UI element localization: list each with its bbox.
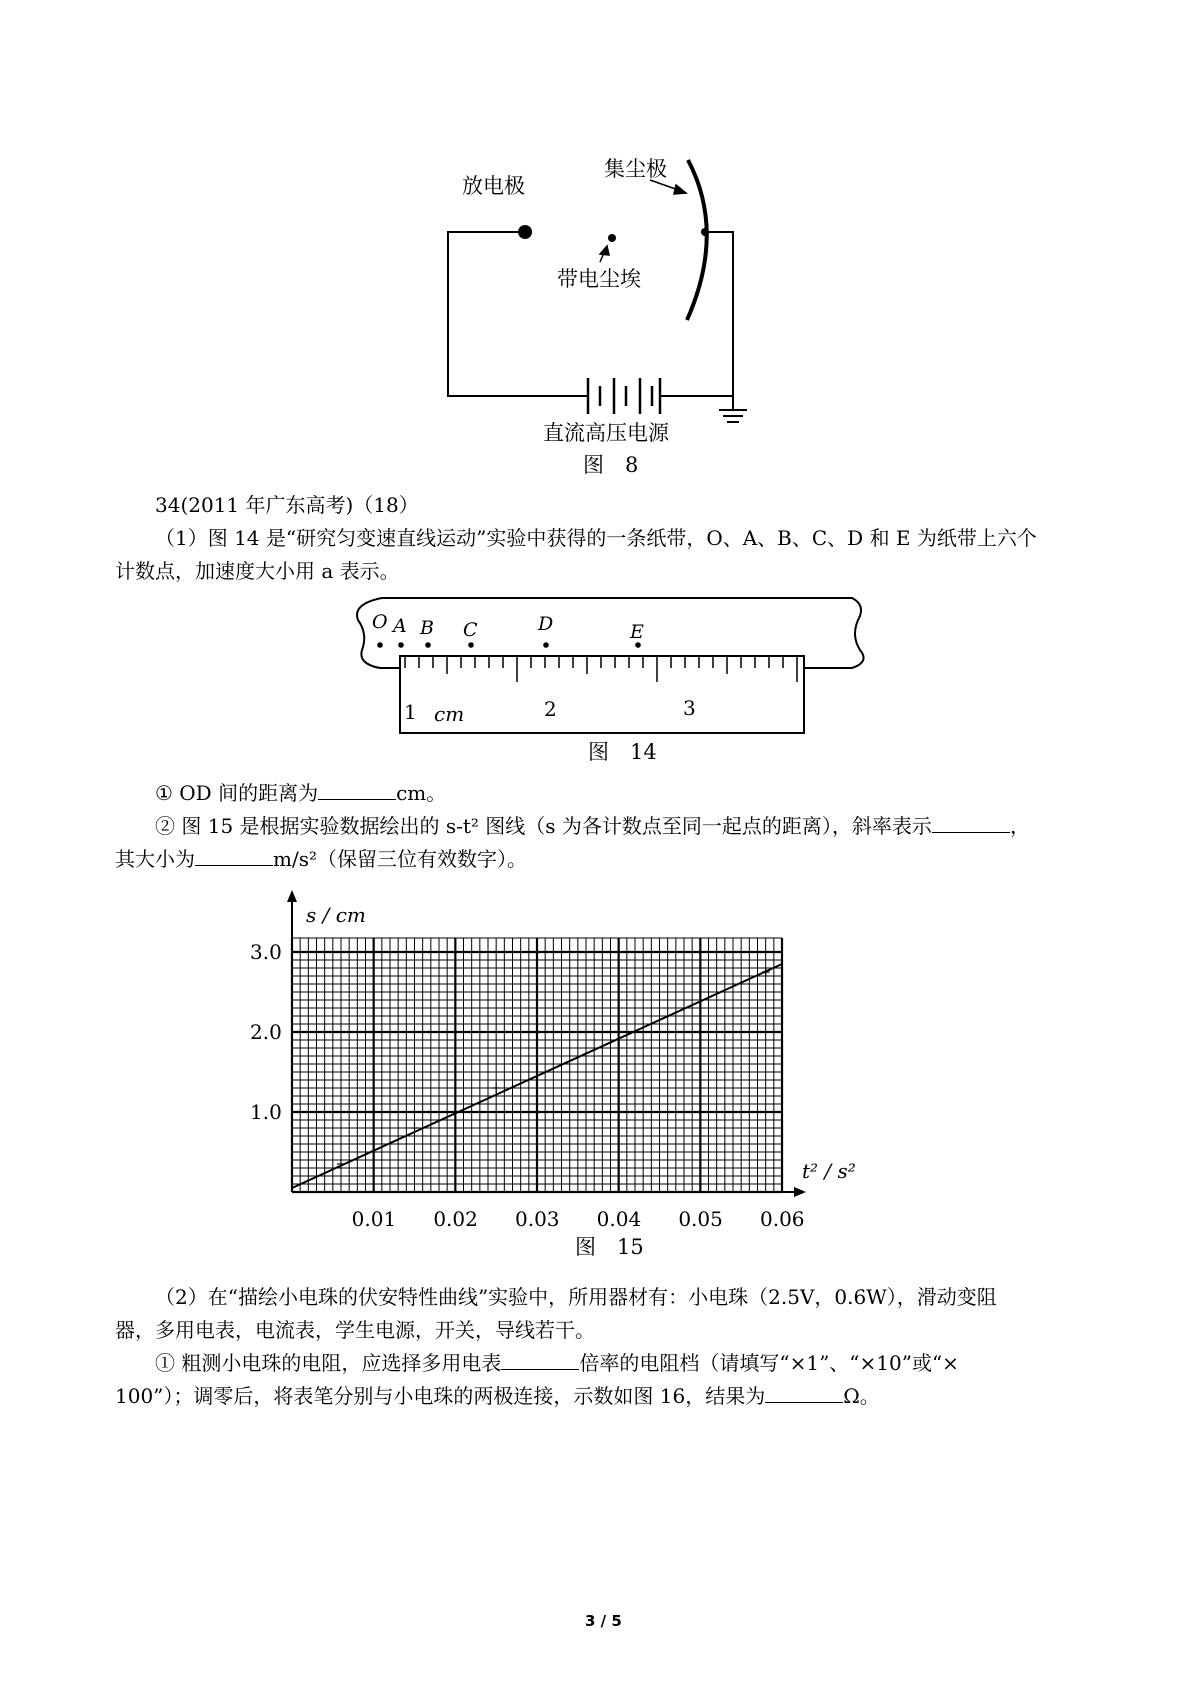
label-hv-source: 直流高压电源	[543, 421, 669, 445]
y-axis-arrow-icon	[287, 890, 297, 902]
q1-line	[155, 783, 446, 803]
answer-blank-multiplier[interactable]	[501, 1353, 579, 1370]
y-tick-label: 3.0	[250, 940, 282, 964]
part1-line1: （1）图 14 是“研究匀变速直线运动”实验中获得的一条纸带，O、A、B、C、D 和 E 为纸带上六个	[155, 526, 1037, 550]
tape-point-label: A	[393, 615, 407, 637]
tape-point-d	[543, 642, 549, 648]
x-tick-label: 0.03	[515, 1207, 560, 1230]
collector-plate	[687, 160, 707, 320]
x-tick-label: 0.06	[760, 1207, 805, 1230]
tape-point-label: O	[372, 611, 388, 633]
answer-blank-resistance[interactable]	[765, 1386, 843, 1403]
label-charged-dust: 带电尘埃	[557, 267, 641, 291]
dust-particle	[608, 234, 616, 242]
tape-point-a	[398, 642, 404, 648]
x-tick-label: 0.02	[433, 1207, 478, 1230]
tape-point-label: E	[630, 621, 644, 643]
tape-point-label: C	[463, 619, 478, 641]
tape-point-o	[377, 642, 383, 648]
y-tick-label: 1.0	[250, 1100, 282, 1124]
part2-line1: （2）在“描绘小电珠的伏安特性曲线”实验中，所用器材有：小电珠（2.5V，0.6W），滑动变阻	[155, 1285, 997, 1309]
tape-point-label: D	[538, 613, 554, 635]
answer-blank-slope-meaning[interactable]	[932, 816, 1010, 833]
ruler-label-3: 3	[683, 696, 696, 720]
ruler-label-1: 1	[404, 700, 417, 724]
circuit-wire-left	[448, 232, 588, 396]
q2b-line: 其大小为 m/s²（保留三位有效数字）。	[115, 847, 527, 871]
tape-point-e	[635, 642, 641, 648]
x-tick-label: 0.05	[678, 1207, 723, 1230]
x-axis-label: t² / s²	[802, 1159, 856, 1183]
page-number: 3 / 5	[585, 1612, 622, 1630]
x-tick-label: 0.01	[351, 1207, 397, 1230]
figure-8-diagram	[0, 0, 1200, 450]
ruler-label-2: 2	[544, 697, 557, 721]
discharge-electrode	[518, 225, 532, 239]
q2-text: ② 图 15 是根据实验数据绘出的 s-t² 图线（s 为各计数点至同一起点的距离），斜率表示	[155, 814, 932, 838]
x-tick-label: 0.04	[596, 1207, 642, 1230]
ground-icon	[719, 396, 747, 422]
figure-14-tape-ruler	[340, 590, 880, 740]
answer-blank-od[interactable]	[318, 783, 396, 800]
part1-line2: 计数点，加速度大小用 a 表示。	[115, 559, 400, 583]
y-axis-label: s / cm	[306, 903, 366, 927]
q2-line: ② 图 15 是根据实验数据绘出的 s-t² 图线（s 为各计数点至同一起点的距离），斜率表示 ，	[155, 814, 1030, 838]
part2-line2: 器，多用电表，电流表，学生电源，开关，导线若干。	[115, 1318, 595, 1342]
ruler-unit: cm	[434, 702, 465, 726]
x-axis-arrow-icon	[794, 1187, 806, 1197]
battery-icon	[588, 378, 660, 414]
q1-unit: cm。	[396, 781, 447, 805]
figure-14-caption: 图 14	[588, 740, 657, 764]
circuit-wire-right	[660, 232, 733, 396]
arrow-icon	[600, 180, 686, 262]
answer-blank-slope-value[interactable]	[195, 849, 273, 866]
y-tick-label: 2.0	[250, 1020, 282, 1044]
tape-point-c	[468, 642, 474, 648]
q1-text: ① OD 间的距离为	[155, 781, 319, 805]
label-collector-electrode: 集尘极	[604, 157, 667, 181]
figure-15-caption: 图 15	[575, 1235, 644, 1259]
figure-15-chart	[0, 880, 1200, 1230]
label-discharge-electrode: 放电极	[462, 174, 525, 198]
tape-point-b	[425, 642, 431, 648]
q3b-line: 100”）；调零后，将表笔分别与小电珠的两极连接，示数如图 16，结果为 Ω。	[115, 1384, 880, 1408]
q3-line: ① 粗测小电珠的电阻，应选择多用电表 倍率的电阻档（请填写“×1”、“×10”或“×	[155, 1351, 959, 1375]
question-header: 34(2011 年广东高考)（18）	[155, 493, 419, 517]
tape-point-label: B	[420, 617, 434, 639]
figure-8-caption: 图 8	[583, 453, 639, 477]
